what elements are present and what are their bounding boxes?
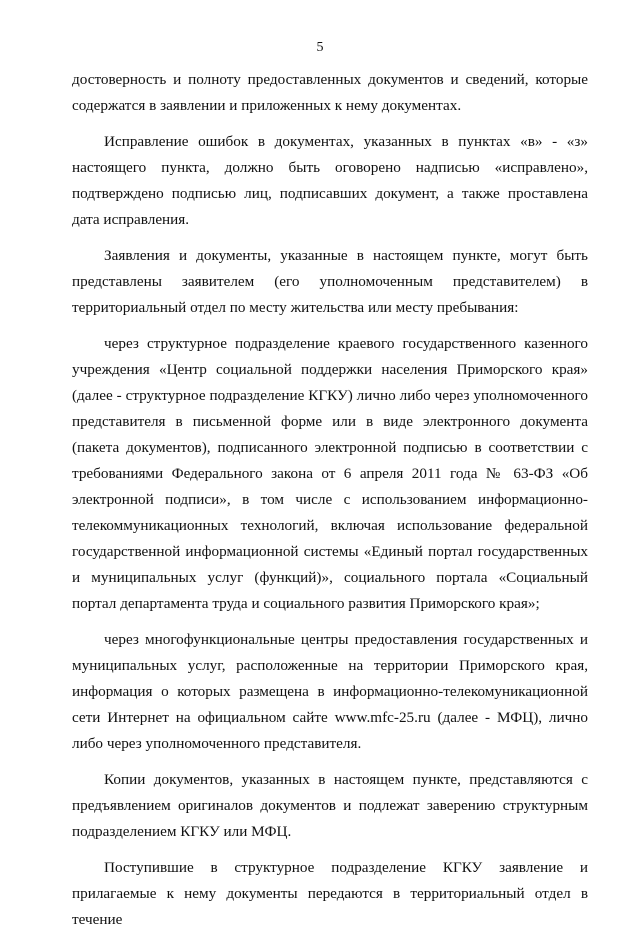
paragraph-2: Исправление ошибок в документах, указанных в пунктах «в» - «з» настоящего пункта, должно быть оговорено надписью «исправлено», подтверждено подписью лиц, подписавших документ, а также проставлена дата исправления. [72, 133, 588, 228]
paragraph-3: Заявления и документы, указанные в настоящем пункте, могут быть представлены заявителем (его уполномоченным представителем) в территориальный отдел по месту жительства или месту пребывания: [72, 247, 588, 316]
paragraph-5: через многофункциональные центры предоставления государственных и муниципальных услуг, расположенные на территории Приморского края, информация о которых размещена в информационно-телекомуникационной сети Интернет на официальном сайте www.mfc-25.ru (далее - МФЦ), лично либо через уполномоченного представителя. [72, 631, 588, 752]
body-text [72, 67, 588, 943]
paragraph-1: достоверность и полноту предоставленных документов и сведений, которые содержатся в заявлении и приложенных к нему документах. [72, 71, 588, 114]
paragraph-7: Поступившие в структурное подразделение КГКУ заявление и прилагаемые к нему документы передаются в территориальный отдел в течение [72, 859, 588, 928]
page-number: 5 [316, 40, 324, 55]
paragraph-6: Копии документов, указанных в настоящем пункте, представляются с предъявлением оригиналов документов и подлежат заверению структурным подразделением КГКУ или МФЦ. [72, 771, 588, 840]
paragraph-4: через структурное подразделение краевого государственного казенного учреждения «Центр социальной поддержки населения Приморского края» (далее - структурное подразделение КГКУ) лично либо через уполномоченного представителя в письменной форме или в виде электронного документа (пакета документов), подписанного электронной подписью в соответствии с требованиями Федерального закона от 6 апреля 2011 года № 63-ФЗ «Об электронной подписи», в том числе с использованием информационно-телекоммуникационных технологий, включая использование федеральной государственной информационной системы «Единый портал государственных и муниципальных услуг (функций)», социального портала «Социальный портал департамента труда и социального развития Приморского края»; [72, 335, 588, 612]
